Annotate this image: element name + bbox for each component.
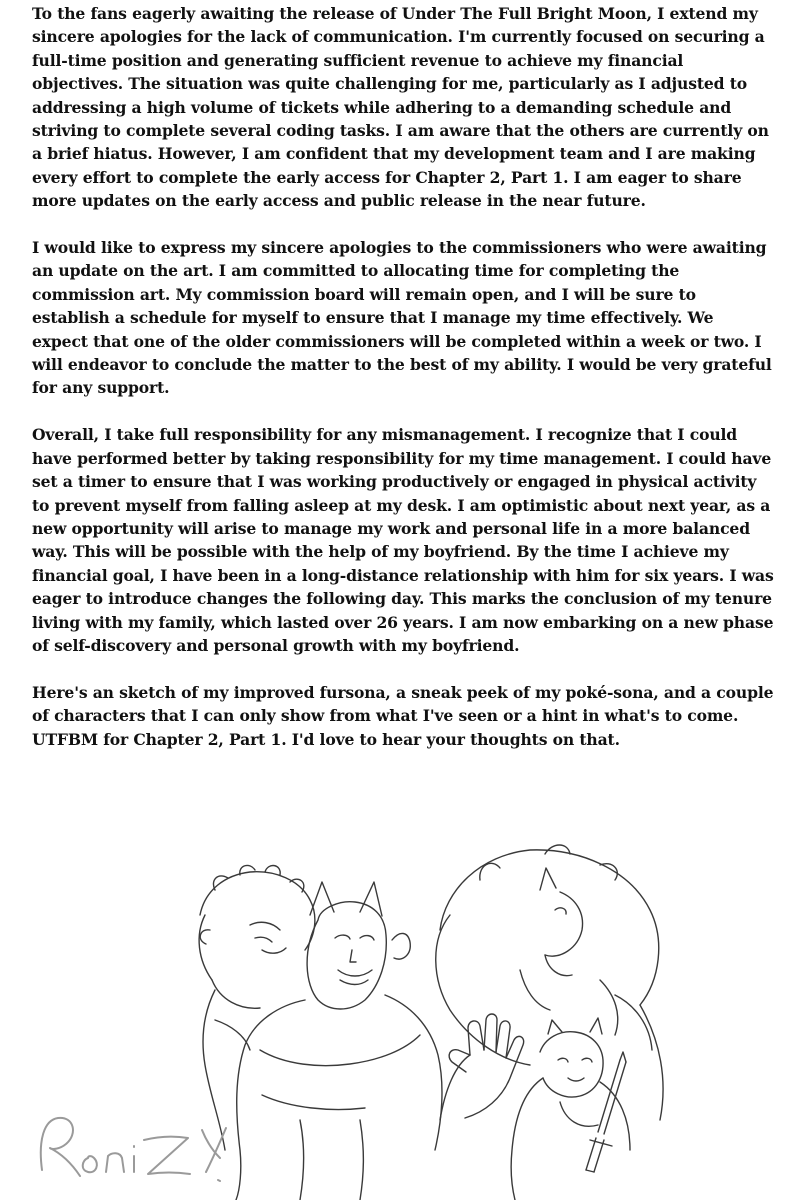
waving-hand xyxy=(440,1014,524,1120)
artist-signature xyxy=(30,1100,250,1190)
paragraph-sketch-intro: Here's an sketch of my improved fursona, a sneak peek of my poké-sona, and a couple of characters that I can only show from what I've seen or a hint in what's to come. UTFBM for Chapter 2, Part 1. I'd love to hear your thoughts on that. xyxy=(32,682,774,749)
right-maned-character xyxy=(436,845,663,1120)
small-character-with-sword xyxy=(511,995,652,1200)
paragraph-responsibility: Overall, I take full responsibility for any mismanagement. I recognize that I could have performed better by taking responsibility for my time management. I could have set a timer to ensure that I was working productively or engaged in physical activity to prevent myself from falling asleep at my desk. I am optimistic about next year, as a new opportunity will arise to manage my work and personal life in a more balanced way. This will be possible with the help of my boyfriend. By the time I achieve my financial goal, I have been in a long-distance relationship with him for six years. I was eager to introduce changes the following day. This marks the conclusion of my tenure living with my family, which lasted over 26 years. I am now embarking on a new phase of self-discovery and personal growth with my boyfriend. xyxy=(32,425,774,655)
paragraph-intro: To the fans eagerly awaiting the release of Under The Full Bright Moon, I extend my sincere apologies for the lack of communication. I'm currently focused on securing a full-time position and generating sufficient revenue to achieve my financial objectives. The situation was quite challenging for me, particularly as I adjusted to addressing a high volume of tickets while adhering to a demanding schedule and striving to complete several coding tasks. I am aware that the others are currently on a brief hiatus. However, I am confident that my development team and I are making every effort to complete the early access for Chapter 2, Part 1. I am eager to share more updates on the early access and public release in the near future. xyxy=(32,4,769,211)
main-fursona-character xyxy=(236,882,442,1200)
letter-body xyxy=(32,2,774,774)
paragraph-commissions: I would like to express my sincere apologies to the commissioners who were awaiting an update on the art. I am committed to allocating time for completing the commission art. My commission board will remain open, and I will be sure to establish a schedule for myself to ensure that I manage my time effectively. We expect that one of the older commissioners will be completed within a week or two. I will endeavor to conclude the matter to the best of my ability. I would be very grateful for any support. xyxy=(32,238,772,398)
